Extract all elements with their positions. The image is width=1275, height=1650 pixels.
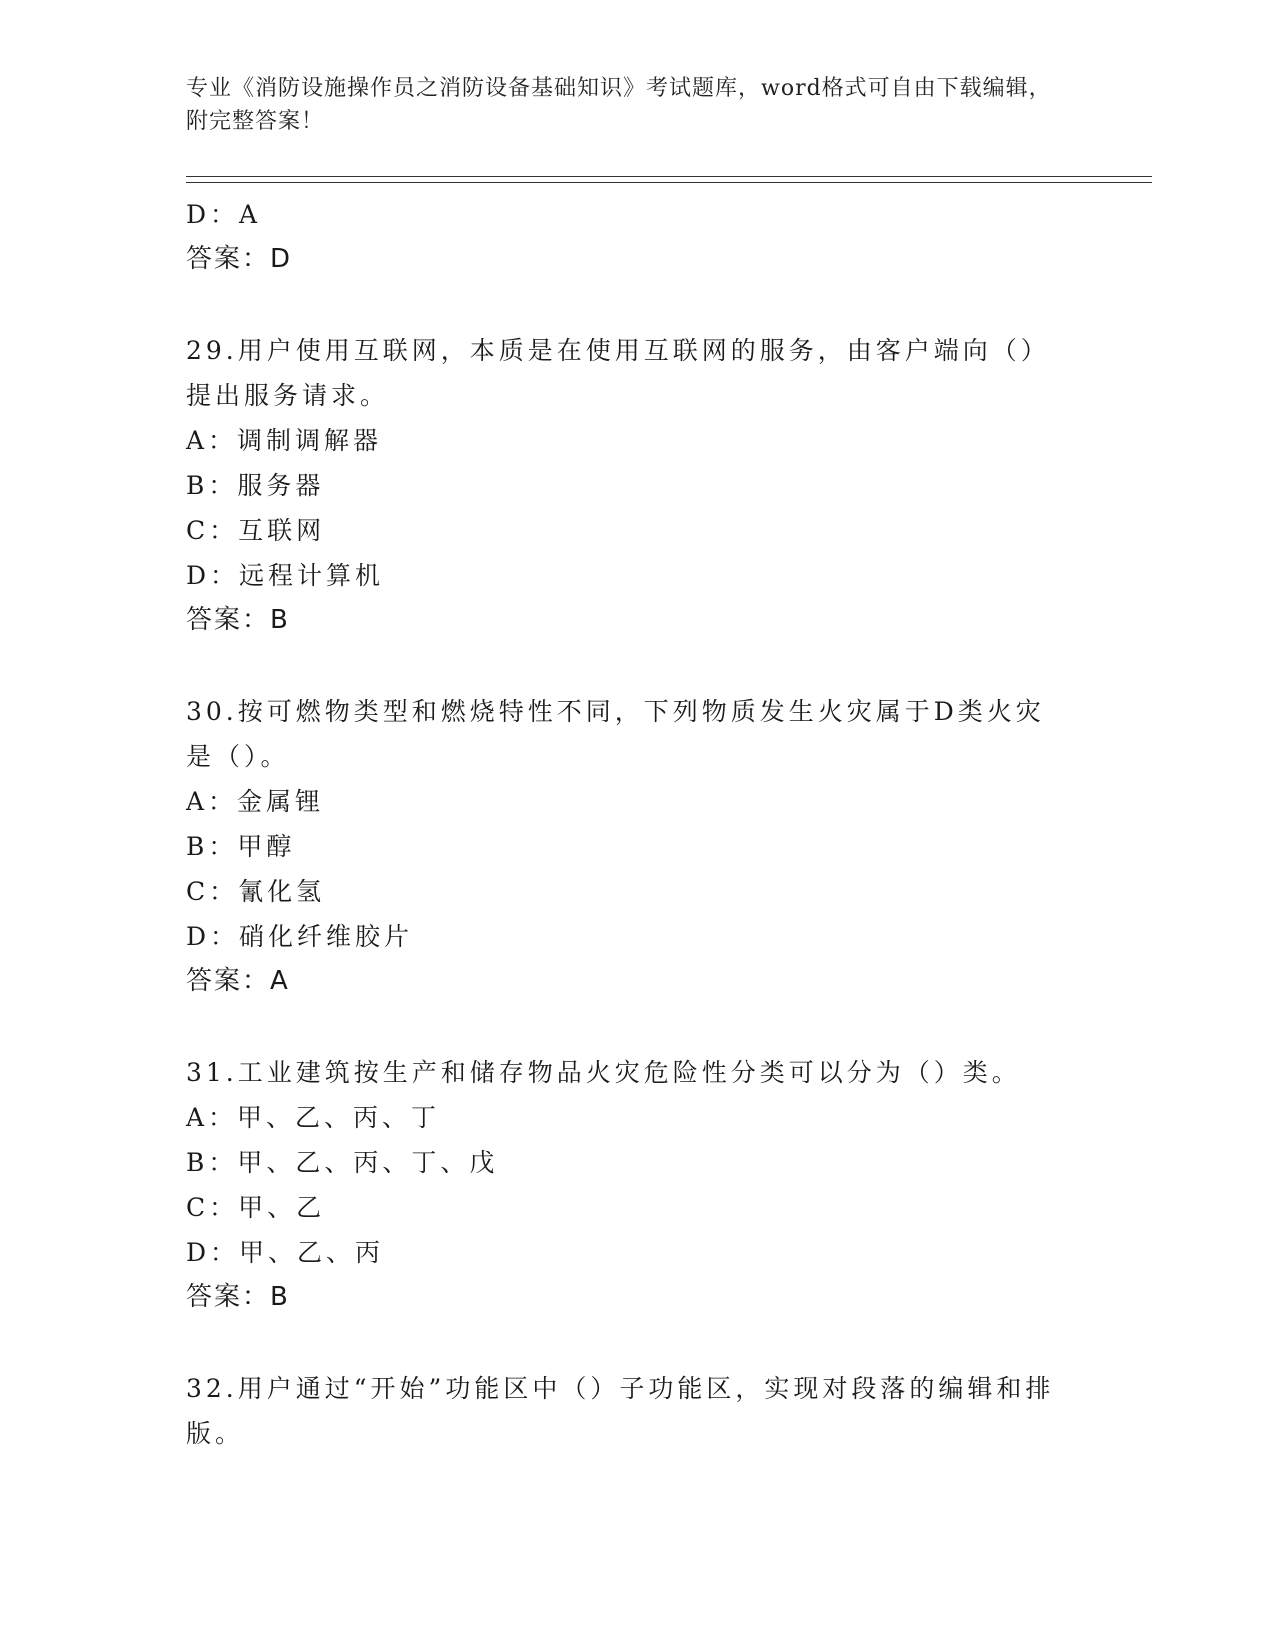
option-c: C：氰化氢 xyxy=(186,877,326,906)
option-d: D：远程计算机 xyxy=(186,561,385,590)
option-c: C：互联网 xyxy=(186,516,326,545)
page-header: 专业《消防设施操作员之消防设备基础知识》考试题库，word格式可自由下载编辑，附完整答案！ xyxy=(186,76,1052,134)
option-c: C：甲、乙 xyxy=(186,1193,326,1222)
option-a: A：甲、乙、丙、丁 xyxy=(186,1103,441,1132)
option-a: A：金属锂 xyxy=(186,787,325,816)
question-text: 30.按可燃物类型和燃烧特性不同，下列物质发生火灾属于D类火灾是（）。 xyxy=(186,697,1045,771)
option-b: B：甲、乙、丙、丁、戊 xyxy=(186,1148,499,1177)
question-31 xyxy=(186,1050,1086,1320)
option-d: D：硝化纤维胶片 xyxy=(186,922,414,951)
question-text: 32.用户通过“开始”功能区中（）子功能区，实现对段落的编辑和排版。 xyxy=(186,1374,1055,1448)
option-a: A：调制调解器 xyxy=(186,426,383,455)
option-d: D：甲、乙、丙 xyxy=(186,1238,385,1267)
question-text: 29.用户使用互联网，本质是在使用互联网的服务，由客户端向（）提出服务请求。 xyxy=(186,336,1050,410)
answer-line: 答案：B xyxy=(186,1282,290,1312)
question-32 xyxy=(186,1366,1086,1456)
answer-line: 答案：B xyxy=(186,605,290,635)
question-text: 31.工业建筑按生产和储存物品火灾危险性分类可以分为（）类。 xyxy=(186,1058,1021,1087)
question-29 xyxy=(186,328,1086,643)
header-rule-top xyxy=(186,176,1152,177)
answer-line: 答案：D xyxy=(186,244,293,274)
question-list xyxy=(186,192,1086,1456)
option-d: D：A xyxy=(186,200,262,229)
option-b: B：甲醇 xyxy=(186,832,296,861)
option-b: B：服务器 xyxy=(186,471,325,500)
header-rule-bottom xyxy=(186,182,1152,183)
answer-line: 答案：A xyxy=(186,966,290,996)
question-30 xyxy=(186,689,1086,1004)
